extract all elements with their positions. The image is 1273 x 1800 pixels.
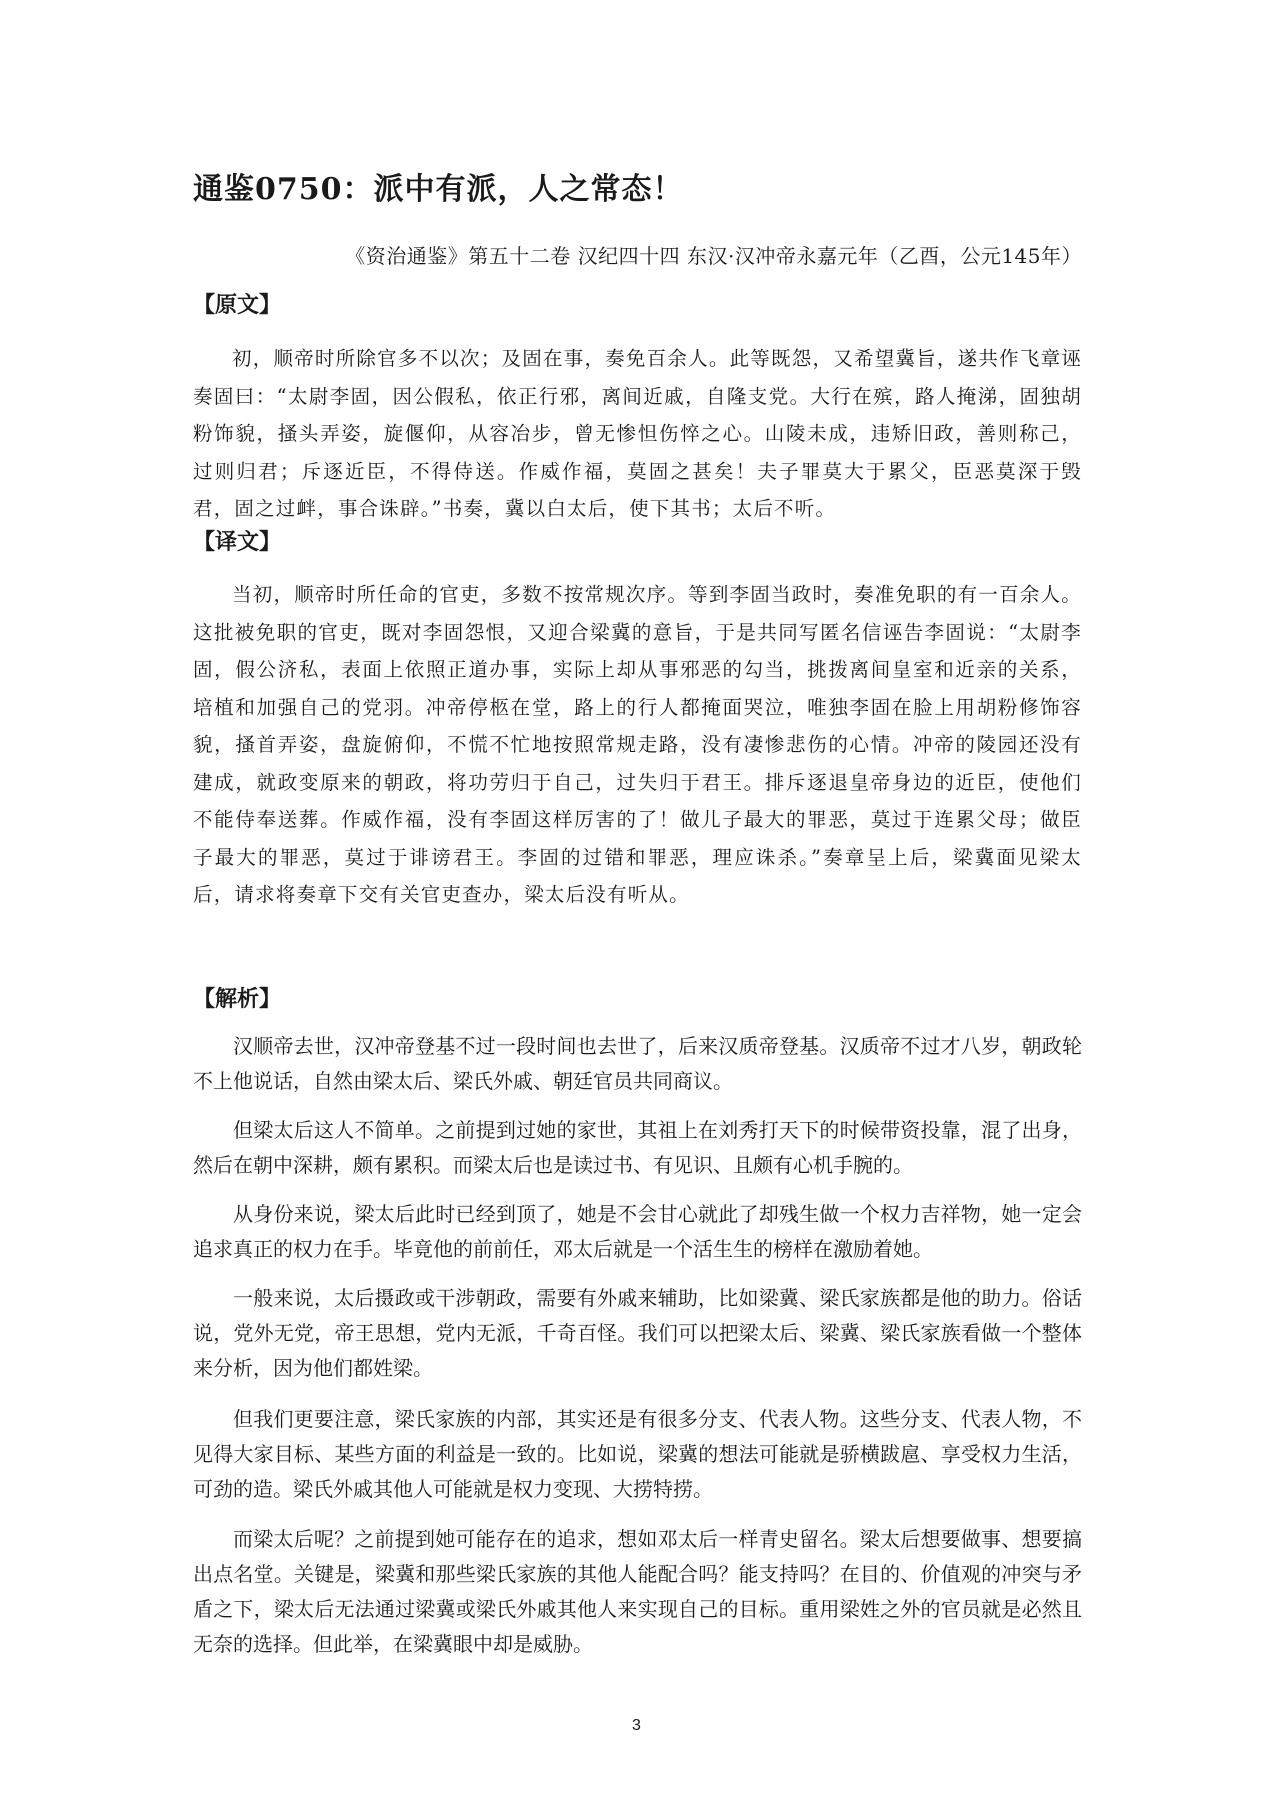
translation-paragraph: 当初，顺帝时所任命的官吏，多数不按常规次序。等到李固当政时，奏准免职的有一百余人。这批被免职的官吏，既对李固怨恨，又迎合梁冀的意旨，于是共同写匿名信诬告李固说：“太尉李固，假公济私，表面上依照正道办事，实际上却从事邪恶的勾当，挑拨离间皇室和近亲的关系，培植和加强自己的党羽。冲帝停柩在堂，路上的行人都掩面哭泣，唯独李固在脸上用胡粉修饰容貌，搔首弄姿，盘旋俯仰，不慌不忙地按照常规走路，没有凄惨悲伤的心情。冲帝的陵园还没有建成，就政变原来的朝政，将功劳归于自己，过失归于君王。排斥逐退皇帝身边的近臣，使他们不能侍奉送葬。作威作福，没有李固这样厉害的了！做儿子最大的罪恶，莫过于连累父母；做臣子最大的罪恶，莫过于诽谤君王。李固的过错和罪恶，理应诛杀。”奏章呈上后，梁冀面见梁太后，请求将奏章下交有关官吏查办，梁太后没有听从。 bbox=[193, 583, 1082, 906]
document-title: 通鉴0750：派中有派，人之常态！ bbox=[193, 172, 684, 207]
original-text-paragraph: 初，顺帝时所除官多不以次；及固在事，奏免百余人。此等既怨，又希望冀旨，遂共作飞章诬奏固曰：“太尉李固，因公假私，依正行邪，离间近戚，自隆支党。大行在殡，路人掩涕，固独胡粉饰貌，搔头弄姿，旋偃仰，从容冶步，曾无惨怛伤悴之心。山陵未成，违矫旧政，善则称己，过则归君；斥逐近臣，不得侍送。作威作福，莫固之甚矣！夫子罪莫大于累父，臣恶莫深于毁君，固之过衅，事合诛辟。”书奏，冀以白太后，使下其书；太后不听。 bbox=[193, 347, 1082, 520]
translation-heading: 【译文】 bbox=[193, 530, 282, 555]
analysis-paragraph: 而梁太后呢？之前提到她可能存在的追求，想如邓太后一样青史留名。梁太后想要做事、想要搞出点名堂。关键是，梁冀和那些梁氏家族的其他人能配合吗？能支持吗？在目的、价值观的冲突与矛盾之下，梁太后无法通过梁冀或梁氏外戚其他人来实现自己的目标。重用梁姓之外的官员就是必然且无奈的选择。但此举，在梁冀眼中却是威胁。 bbox=[193, 1527, 1082, 1656]
analysis-paragraph: 但梁太后这人不简单。之前提到过她的家世，其祖上在刘秀打天下的时候带资投靠，混了出身，然后在朝中深耕，颇有累积。而梁太后也是读过书、有见识、且颇有心机手腕的。 bbox=[193, 1118, 1082, 1177]
original-text-heading: 【原文】 bbox=[193, 293, 282, 318]
analysis-paragraph: 一般来说，太后摄政或干涉朝政，需要有外戚来辅助，比如梁冀、梁氏家族都是他的助力。俗话说，党外无党，帝王思想，党内无派，千奇百怪。我们可以把梁太后、梁冀、梁氏家族看做一个整体来分析，因为他们都姓梁。 bbox=[193, 1286, 1082, 1380]
source-citation: 《资治通鉴》第五十二卷 汉纪四十四 东汉·汉冲帝永嘉元年（乙酉，公元145年） bbox=[345, 244, 1082, 268]
analysis-paragraph: 从身份来说，梁太后此时已经到顶了，她是不会甘心就此了却残生做一个权力吉祥物，她一定会追求真正的权力在手。毕竟他的前前任，邓太后就是一个活生生的榜样在激励着她。 bbox=[193, 1202, 1082, 1261]
analysis-paragraph: 但我们更要注意，梁氏家族的内部，其实还是有很多分支、代表人物。这些分支、代表人物，不见得大家目标、某些方面的利益是一致的。比如说，梁冀的想法可能就是骄横跋扈、享受权力生活，可劲的造。梁氏外戚其他人可能就是权力变现、大捞特捞。 bbox=[193, 1407, 1082, 1501]
analysis-paragraph: 汉顺帝去世，汉冲帝登基不过一段时间也去世了，后来汉质帝登基。汉质帝不过才八岁，朝政轮不上他说话，自然由梁太后、梁氏外戚、朝廷官员共同商议。 bbox=[193, 1034, 1082, 1093]
page-number: 3 bbox=[632, 1717, 641, 1734]
analysis-heading: 【解析】 bbox=[193, 987, 282, 1012]
